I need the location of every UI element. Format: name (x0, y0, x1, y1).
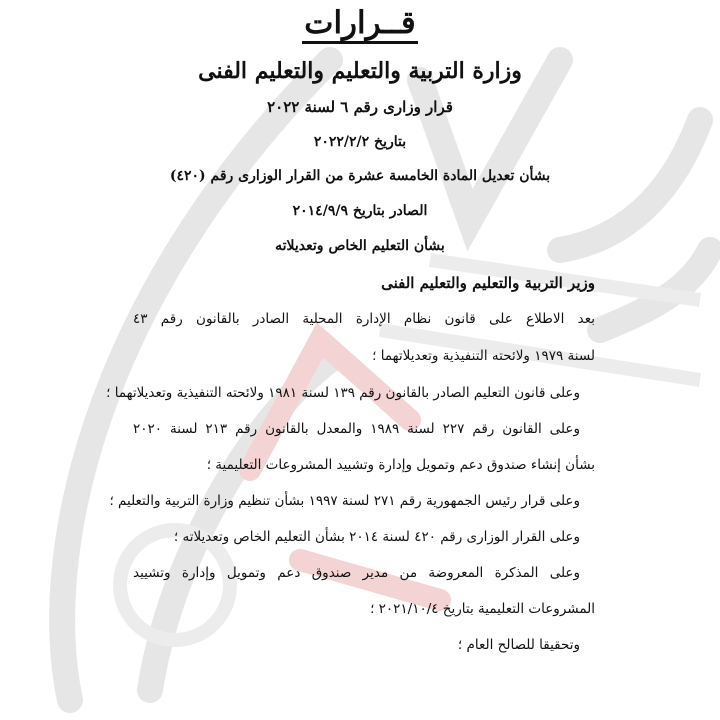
paragraph-line: وعلى قرار رئيس الجمهورية رقم ٢٧١ لسنة ١٩٩٧ بشأن تنظيم وزارة التربية والتعليم ؛ (109, 493, 580, 509)
paragraph-line: وعلى قانون التعليم الصادر بالقانون رقم ١٣٩ لسنة ١٩٨١ ولائحته التنفيذية وتعديلاتهما ؛ (106, 385, 580, 401)
decree-number: قرار وزارى رقم ٦ لسنة ٢٠٢٢ (267, 98, 453, 116)
paragraph-line: بعد الاطلاع على قانون نظام الإدارة المحلية الصادر بالقانون رقم ٤٣ (133, 311, 595, 327)
decree-subject: بشأن تعديل المادة الخامسة عشرة من القرار الوزارى رقم (٤٢٠) (169, 168, 551, 184)
paragraph-line: بشأن إنشاء صندوق دعم وتمويل وإدارة وتشييد المشروعات التعليمية ؛ (206, 457, 595, 473)
paragraph-line: وعلى القانون رقم ٢٢٧ لسنة ١٩٨٩ والمعدل بالقانون رقم ٢١٣ لسنة ٢٠٢٠ (133, 421, 580, 437)
issued-date: الصادر بتاريخ ٢٠١٤/٩/٩ (292, 203, 428, 219)
minister-heading: وزير التربية والتعليم والتعليم الفنى (381, 274, 595, 292)
paragraph-line: وعلى المذكرة المعروضة من مدير صندوق دعم وتمويل وإدارة وتشييد (133, 565, 580, 581)
title-text: قــرارات (302, 5, 417, 44)
document-title (0, 5, 720, 41)
paragraph-line: وتحقيقا للصالح العام ؛ (457, 637, 580, 653)
paragraph-line: لسنة ١٩٧٩ ولائحته التنفيذية وتعديلاتهما ؛ (372, 348, 595, 364)
decree-about: بشأن التعليم الخاص وتعديلاته (275, 238, 445, 254)
paragraph-line: المشروعات التعليمية بتاريخ ٢٠٢١/١٠/٤ ؛ (370, 601, 595, 617)
decree-date: بتاريخ ٢٠٢٢/٢/٢ (313, 134, 407, 150)
paragraph-line: وعلى القرار الوزارى رقم ٤٢٠ لسنة ٢٠١٤ بشأن التعليم الخاص وتعديلاته ؛ (173, 529, 580, 545)
ministry-heading: وزارة التربية والتعليم والتعليم الفنى (198, 58, 522, 84)
